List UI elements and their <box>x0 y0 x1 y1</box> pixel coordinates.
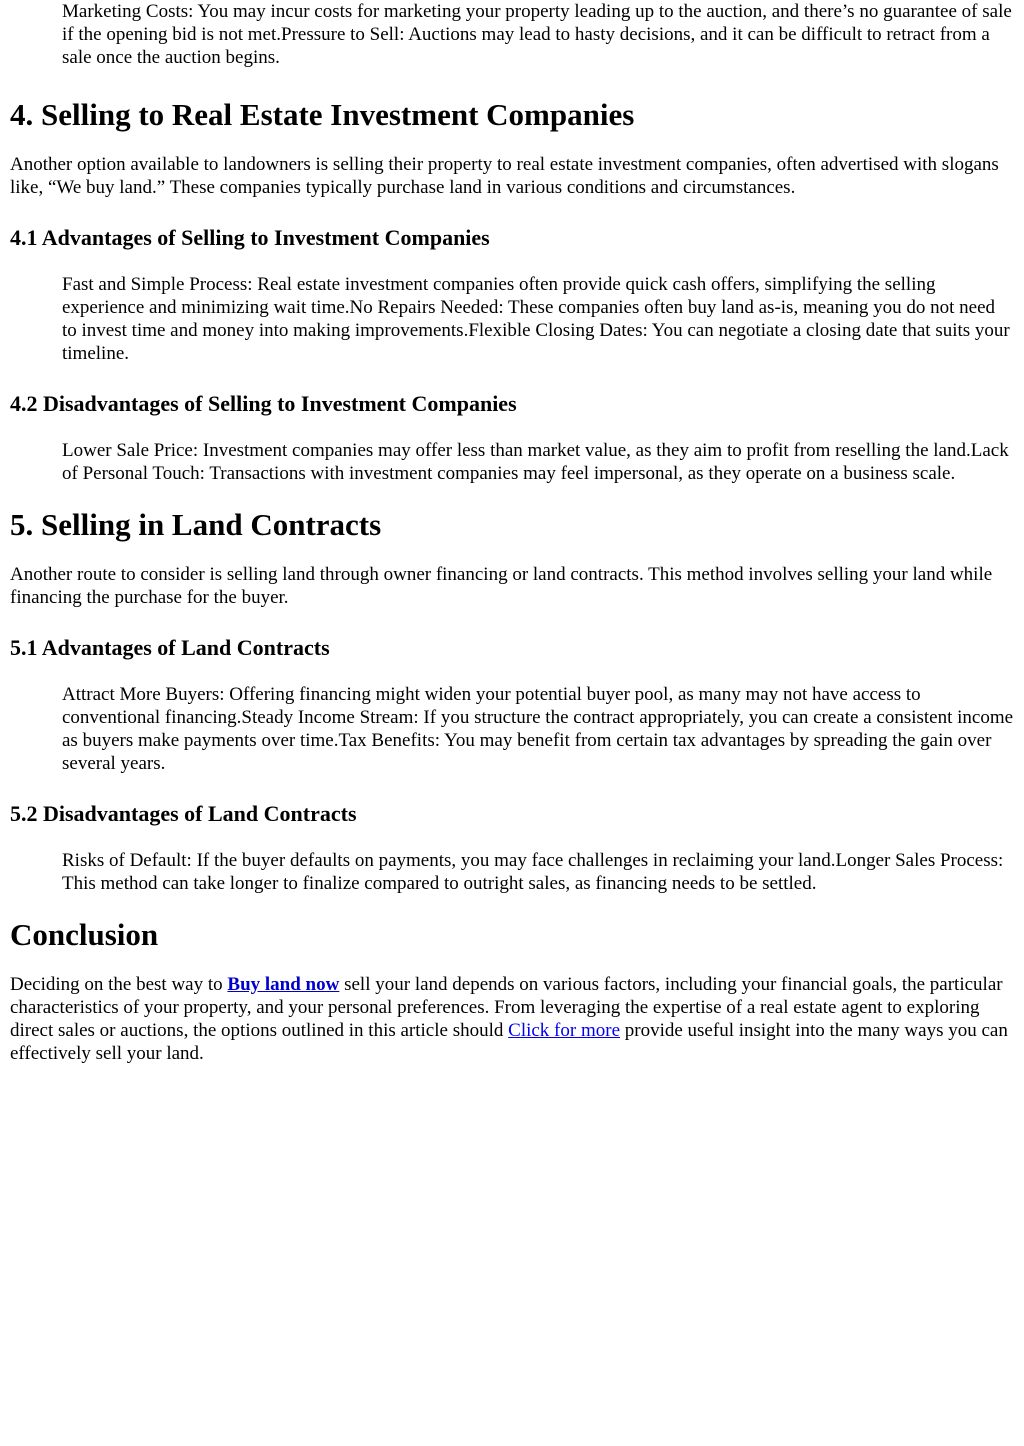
conclusion-text-end: provide useful insight into the many ways you can effectively sell your land. <box>10 1020 1008 1064</box>
section-5-2-heading: 5.2 Disadvantages of Land Contracts <box>10 801 357 826</box>
conclusion-heading: Conclusion <box>10 917 159 952</box>
section-4-intro: Another option available to landowners is selling their property to real estate investment companies, often advertised with slogans like, “We buy land.” These companies typically purchase land in various conditions and circumstances. <box>10 154 999 198</box>
click-for-more-link[interactable]: Click for more <box>508 1020 620 1041</box>
section-4-heading: 4. Selling to Real Estate Investment Companies <box>10 97 635 132</box>
section-5-1-text: Attract More Buyers: Offering financing might widen your potential buyer pool, as many may not have access to conventional financing.Steady Income Stream: If you structure the contract appropriately, you can create a consistent income as buyers make payments over time.Tax Benefits: You may benefit from certain tax advantages by spreading the gain over several years. <box>62 684 1014 774</box>
section-4-2-text: Lower Sale Price: Investment companies may offer less than market value, as they aim to profit from reselling the land.Lack of Personal Touch: Transactions with investment companies may feel impersonal, as they operate on a business scale. <box>62 440 1009 484</box>
section-5-2-text: Risks of Default: If the buyer defaults on payments, you may face challenges in reclaiming your land.Longer Sales Process: This method can take longer to finalize compared to outright sales, as financing needs to be settled. <box>62 850 1004 894</box>
section-5-1-heading: 5.1 Advantages of Land Contracts <box>10 635 330 660</box>
section-4-2-heading: 4.2 Disadvantages of Selling to Investment Companies <box>10 391 517 416</box>
section-4-1-text: Fast and Simple Process: Real estate investment companies often provide quick cash offers, simplifying the selling experience and minimizing wait time.No Repairs Needed: These companies often buy land as-is, meaning you do not need to invest time and money into making improvements.Flexible Closing Dates: You can negotiate a closing date that suits your timeline. <box>62 274 1010 364</box>
section-5-intro: Another route to consider is selling land through owner financing or land contracts. This method involves selling your land while financing the purchase for the buyer. <box>10 564 993 608</box>
section-4-1-heading: 4.1 Advantages of Selling to Investment Companies <box>10 225 490 250</box>
auction-disadvantages-text: Marketing Costs: You may incur costs for marketing your property leading up to the auction, and there’s no guarantee of sale if the opening bid is not met.Pressure to Sell: Auctions may lead to hasty decisions, and it can be difficult to retract from a sale once the auction begins. <box>62 1 1012 68</box>
buy-land-now-link[interactable]: Buy land now <box>227 974 340 995</box>
conclusion-paragraph <box>10 973 1014 1065</box>
conclusion-text-start: Deciding on the best way to <box>10 974 228 995</box>
conclusion-text-middle: sell your land depends on various factors, including your financial goals, the particular characteristics of your property, and your personal preferences. From leveraging the expertise of a real estate agent to exploring direct sales or auctions, the options outlined in this article should <box>10 974 1003 1041</box>
section-5-heading: 5. Selling in Land Contracts <box>10 507 382 542</box>
